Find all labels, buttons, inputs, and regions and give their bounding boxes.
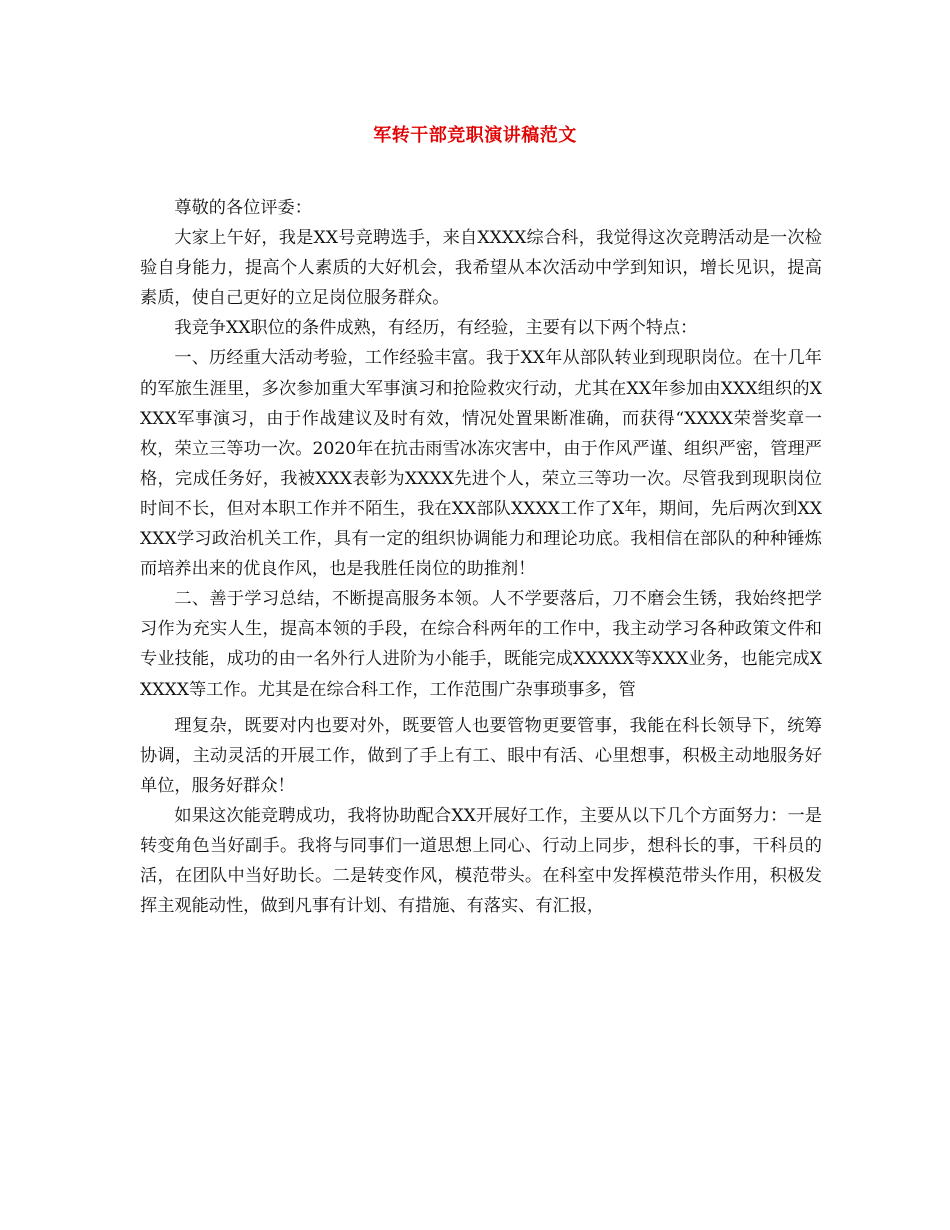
paragraph-point-two: 二、善于学习总结，不断提高服务本领。人不学要落后，刀不磨会生锈，我始终把学习作为充实人生，提高本领的手段，在综合科两年的工作中，我主动学习各种政策文件和专业技能，成功的由一名外行人进阶为小能手，既能完成XXXXX等XXX业务，也能完成XXXXX等工作。尤其是在综合科工作，工作范围广杂事琐事多，管 <box>140 589 822 700</box>
paragraph-introduction: 大家上午好，我是XX号竞聘选手，来自XXXX综合科，我觉得这次竞聘活动是一次检验自身能力，提高个人素质的大好机会，我希望从本次活动中学到知识，增长见识，提高素质，使自己更好的立足岗位服务群众。 <box>140 228 822 309</box>
paragraph-point-two-continued: 理复杂，既要对内也要对外，既要管人也要管物更要管事，我能在科长领导下，统筹协调，主动灵活的开展工作，做到了手上有工、眼中有活、心里想事，积极主动地服务好单位，服务好群众！ <box>140 715 822 796</box>
paragraph-point-one: 一、历经重大活动考验，工作经验丰富。我于XX年从部队转业到现职岗位。在十几年的军旅生涯里，多次参加重大军事演习和抢险救灾行动，尤其在XX年参加由XXX组织的XXXX军事演习，由于作战建议及时有效，情况处置果断准确，而获得“XXXX荣誉奖章一枚，荣立三等功一次。2020年在抗击雨雪冰冻灾害中，由于作风严谨、组织严密，管理严格，完成任务好，我被XXX表彰为XXXX先进个人，荣立三等功一次。尽管我到现职岗位时间不长，但对本职工作并不陌生，我在XX部队XXXX工作了X年，期间，先后两次到XXXXX学习政治机关工作，具有一定的组织协调能力和理论功底。我相信在部队的种种锤炼而培养出来的优良作风，也是我胜任岗位的助推剂！ <box>140 348 822 580</box>
document-body <box>140 193 822 921</box>
paragraph-salutation: 尊敬的各位评委： <box>174 198 312 218</box>
document-title: 军转干部竞职演讲稿范文 <box>373 125 577 146</box>
paragraph-plans: 如果这次能竞聘成功，我将协助配合XX开展好工作，主要从以下几个方面努力：一是转变角色当好副手。我将与同事们一道思想上同心、行动上同步，想科长的事，干科员的活，在团队中当好助长。二是转变作风，模范带头。在科室中发挥模范带头作用，积极发挥主观能动性，做到凡事有计划、有措施、有落实、有汇报， <box>140 805 822 917</box>
paragraph-qualifications: 我竞争XX职位的条件成熟，有经历，有经验，主要有以下两个特点： <box>174 318 698 339</box>
